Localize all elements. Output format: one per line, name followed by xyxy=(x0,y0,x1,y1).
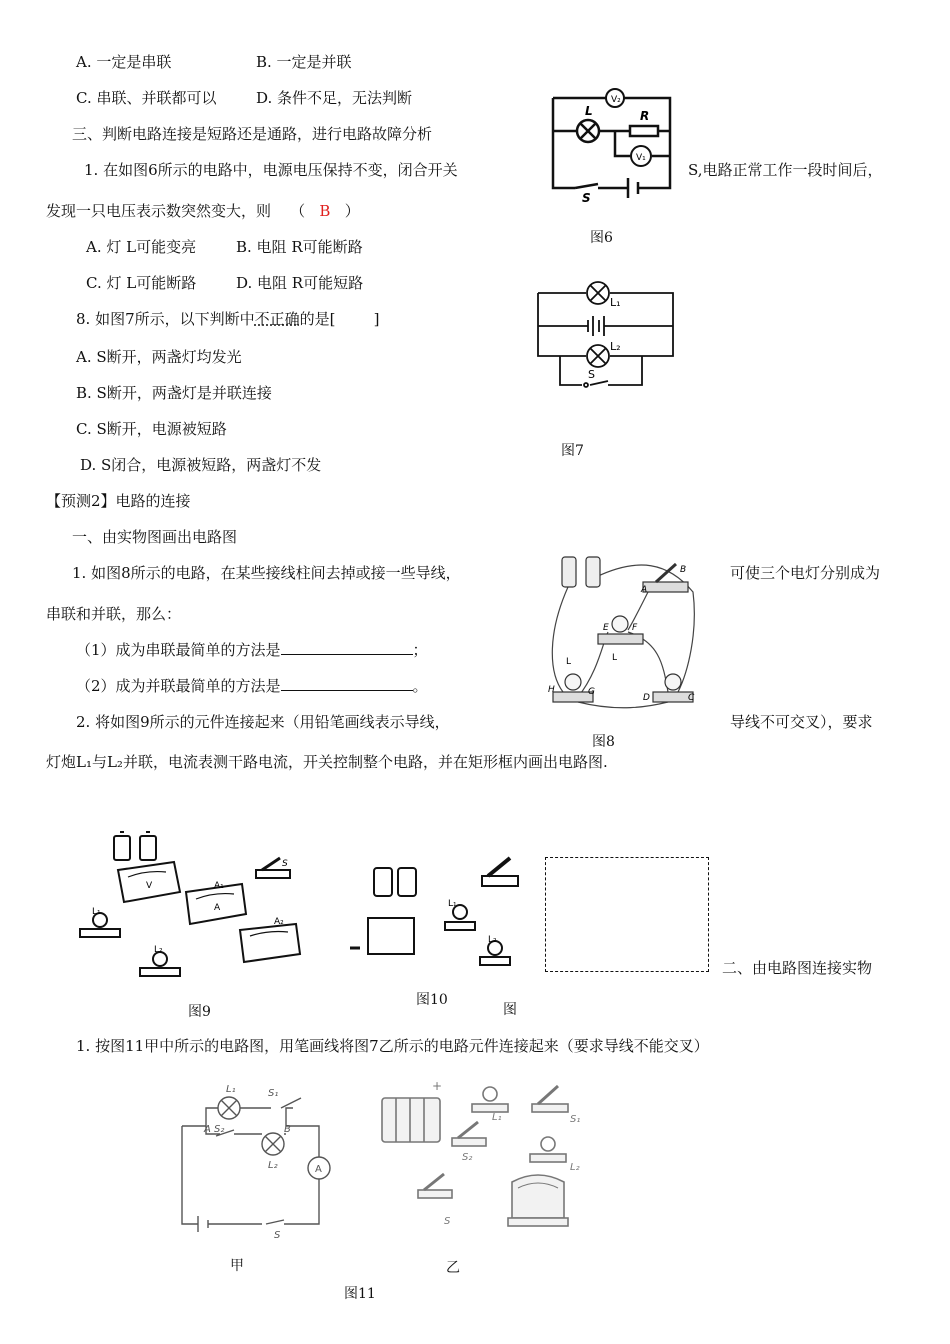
paren-open: （ xyxy=(290,202,306,220)
question-1-text-cont: S,电路正常工作一段时间后， xyxy=(688,161,883,179)
fig11-label-l1: L₁ xyxy=(226,1084,236,1095)
figure-7-circuit xyxy=(530,280,680,400)
fig9-label-s: S xyxy=(282,859,288,869)
sub1-text: （1）成为串联最简单的方法是 xyxy=(76,641,281,659)
fig9-label-v: V xyxy=(146,881,153,891)
question-1-text-line2 xyxy=(46,201,360,221)
caption-jia: 甲 xyxy=(230,1258,244,1274)
figure-8-physical-circuit xyxy=(548,552,698,732)
fig7-label-l1: L₁ xyxy=(610,296,621,309)
answer-blank-2[interactable] xyxy=(281,676,413,691)
q8-emphasis: 不正确 xyxy=(254,310,300,328)
fig6-label-r: R xyxy=(640,109,650,123)
fig8-label-l-left: L xyxy=(566,657,572,667)
q8-option-c: C. S断开，电源被短路 xyxy=(76,420,227,438)
caption-fig-blank: 图 xyxy=(503,1002,517,1018)
caption-fig10: 图10 xyxy=(416,992,448,1008)
problem-2-text: 2. 将如图9所示的元件连接起来（用铅笔画线表示导线， xyxy=(76,713,450,731)
option-a: A. 一定是串联 xyxy=(76,53,172,71)
q1-option-c: C. 灯 L可能断路 xyxy=(86,274,197,292)
figure-11-jia-circuit xyxy=(176,1078,336,1248)
fig11-yi-label-s1: S₁ xyxy=(570,1114,581,1125)
problem-1-text-line2: 串联和并联，那么： xyxy=(46,605,182,623)
fig8-label-d: D xyxy=(643,693,650,703)
fig11-label-s: S xyxy=(274,1230,281,1241)
question-1-text: 1. 在如图6所示的电路中，电源电压保持不变，闭合开关 xyxy=(84,161,458,179)
problem-1-sub2 xyxy=(76,676,428,696)
figure-11-yi-components xyxy=(372,1068,597,1238)
q8-stem-end: 的是[ xyxy=(299,310,336,328)
q8-option-a: A. S断开，两盏灯均发光 xyxy=(76,348,242,366)
fig11-label-b: B xyxy=(284,1124,291,1135)
q8-option-b: B. S断开，两盏灯是并联连接 xyxy=(76,384,272,402)
caption-yi: 乙 xyxy=(446,1260,460,1276)
fig8-label-c: C xyxy=(688,693,695,703)
q8-stem: 8. 如图7所示，以下判断中 xyxy=(76,310,255,328)
fig6-label-v1: V₁ xyxy=(636,153,646,163)
answer-blank-1[interactable] xyxy=(281,640,413,655)
prediction-2-title: 【预测2】电路的连接 xyxy=(46,492,191,510)
fig8-label-a: A xyxy=(641,585,648,595)
caption-fig9: 图9 xyxy=(188,1004,211,1020)
q1-option-d: D. 电阻 R可能短路 xyxy=(236,274,364,292)
section-title-1: 一、由实物图画出电路图 xyxy=(72,528,238,546)
caption-fig11: 图11 xyxy=(344,1286,376,1302)
q1-option-a: A. 灯 L可能变亮 xyxy=(86,238,197,256)
option-d: D. 条件不足，无法判断 xyxy=(256,89,413,107)
fig7-label-l2: L₂ xyxy=(610,340,621,353)
caption-fig7: 图7 xyxy=(561,443,584,459)
fig11-label-meter: A xyxy=(315,1164,322,1175)
fig6-label-s: S xyxy=(582,191,591,205)
fig6-label-v2: V₂ xyxy=(611,95,621,105)
fig11-label-a: A xyxy=(204,1124,211,1135)
answer-mark: B xyxy=(319,202,331,220)
fig9-label-a1: A₁ xyxy=(214,881,224,891)
fig8-label-b: B xyxy=(680,565,687,575)
fig11-label-s2: S₂ xyxy=(214,1124,225,1135)
fig8-label-l-top: L xyxy=(612,653,618,663)
figure-9-components xyxy=(76,832,336,992)
sub2-text: （2）成为并联最简单的方法是 xyxy=(76,677,281,695)
q8-bracket: ] xyxy=(373,310,380,328)
q1-option-b: B. 电阻 R可能断路 xyxy=(236,238,363,256)
fig11-label-plus: + xyxy=(432,1079,443,1093)
caption-fig8: 图8 xyxy=(592,734,615,750)
fig11-label-s1: S₁ xyxy=(268,1088,279,1099)
sub1-end: ； xyxy=(412,641,428,659)
problem-1-text-cont: 可使三个电灯分别成为 xyxy=(730,564,881,582)
fig11-yi-label-s2: S₂ xyxy=(462,1152,473,1163)
fig10-label-l2: L₂ xyxy=(488,935,497,945)
fig6-label-lamp: L xyxy=(585,104,593,118)
fig8-label-f: F xyxy=(632,623,638,633)
fig11-label-l2: L₂ xyxy=(268,1160,278,1171)
question-1-stem: 发现一只电压表示数突然变大，则 xyxy=(46,202,272,220)
fig10-label-l1: L₁ xyxy=(448,899,457,909)
fig9-label-a: A xyxy=(214,903,221,913)
problem-2-text-line2: 灯炮L₁与L₂并联，电流表测干路电流，开关控制整个电路，并在矩形框内画出电路图. xyxy=(46,753,608,771)
fig11-yi-label-l2: L₂ xyxy=(570,1162,580,1173)
answer-drawing-box[interactable] xyxy=(545,857,709,972)
fig7-label-s: S xyxy=(588,368,595,381)
problem-1-text: 1. 如图8所示的电路，在某些接线柱间去掉或接一些导线， xyxy=(72,564,461,582)
fig8-label-h: H xyxy=(548,685,555,695)
option-c: C. 串联、并联都可以 xyxy=(76,89,217,107)
q8-option-d: D. S闭合，电源被短路，两盏灯不发 xyxy=(80,456,322,474)
section-title-3: 三、判断电路连接是短路还是通路，进行电路故障分析 xyxy=(72,125,433,143)
figure-10-components xyxy=(350,852,525,972)
section-title-2: 二、由电路图连接实物 xyxy=(722,959,873,977)
problem-1-sub1 xyxy=(76,640,428,660)
problem-3-text: 1. 按图11甲中所示的电路图，用笔画线将图7乙所示的电路元件连接起来（要求导线不能交叉） xyxy=(76,1037,709,1055)
fig8-label-e: E xyxy=(603,623,609,633)
caption-fig6: 图6 xyxy=(590,230,613,246)
paren-close: ） xyxy=(344,202,360,220)
fig11-yi-label-s: S xyxy=(444,1216,451,1227)
option-b: B. 一定是并联 xyxy=(256,53,352,71)
problem-2-text-cont: 导线不可交叉），要求 xyxy=(730,713,873,731)
fig9-label-l1: L₁ xyxy=(92,907,101,917)
fig11-yi-label-l1: L₁ xyxy=(492,1112,502,1123)
figure-6-circuit xyxy=(540,88,690,208)
sub2-end: 。 xyxy=(412,677,428,695)
fig8-label-g: G xyxy=(588,687,595,697)
fig9-label-l2: L₂ xyxy=(154,945,163,955)
question-8-text xyxy=(76,309,380,329)
fig9-label-a2: A₂ xyxy=(274,917,284,927)
